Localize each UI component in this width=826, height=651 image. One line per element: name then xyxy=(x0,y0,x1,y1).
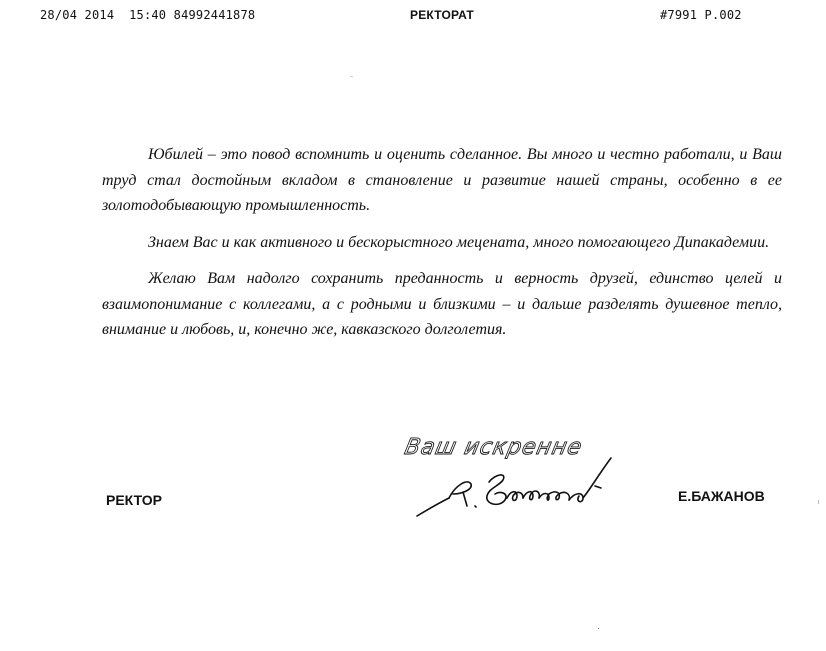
scan-speck xyxy=(350,76,353,77)
scan-speck xyxy=(598,628,599,629)
fax-sender: РЕКТОРАТ xyxy=(410,8,474,22)
fax-page-ref: #7991 P.002 xyxy=(660,8,742,22)
paragraph-patron: Знаем Вас и как активного и бескорыстного мецената, много помогающего Дипакадемии. xyxy=(148,233,770,251)
handwritten-signature xyxy=(415,452,625,524)
signer-name: Е.БАЖАНОВ xyxy=(678,488,765,504)
paragraph-wishes: Желаю Вам надолго сохранить преданность и верность друзей, единство целей и взаимопонимание с коллегами, а с родными и близкими – и дальше разделять душевное тепло, внимание и любовь, и, конечно же, кавказского долголетия. xyxy=(102,270,782,338)
paragraph-jubilee: Юбилей – это повод вспомнить и оценить сделанное. Вы много и честно работали, и Ваш труд стал достойным вкладом в становление и развитие нашей страны, особенно в ее золотодобывающую промышленность. xyxy=(102,146,782,214)
fax-header xyxy=(0,8,826,28)
letter-body xyxy=(102,142,782,354)
handwritten-closing-text: Ваш искренне xyxy=(402,434,585,460)
fax-date-time: 28/04 2014 15:40 84992441878 xyxy=(40,8,256,22)
scan-speck xyxy=(818,500,819,504)
position-title: РЕКТОР xyxy=(106,492,162,508)
